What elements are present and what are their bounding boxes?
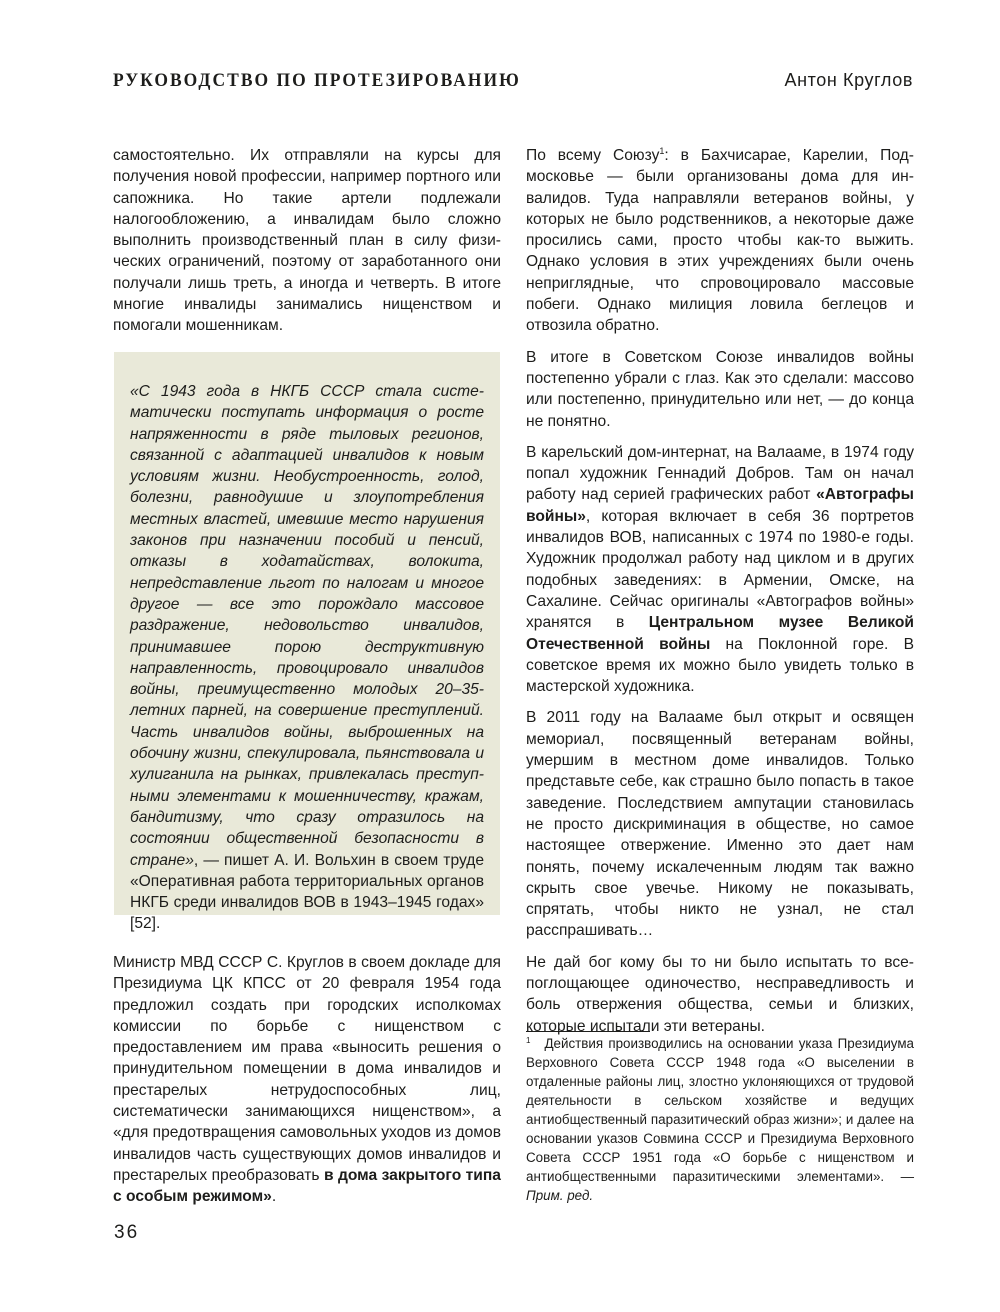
- footnote-number: 1: [526, 1035, 531, 1045]
- body-paragraph: [526, 145, 914, 337]
- right-column: [526, 145, 914, 1047]
- body-paragraph: Не дай бог кому бы то ни было испытать то всепоглощающее одиночество, несправедливость и боль отвержения общества, семьи и близких, которые испытали эти ветераны.: [526, 953, 914, 1035]
- book-title: РУКОВОДСТВО ПО ПРОТЕЗИРОВАНИЮ: [113, 70, 521, 91]
- paragraph-text: на Поклонной горе. В советское время их можно было увидеть только в мастерской художника.: [526, 635, 914, 696]
- page-number: 36: [114, 1222, 140, 1243]
- paragraph-text: Министр МВД СССР С. Круглов в своем докладе для Президиума ЦК КПСС от 20 февраля 1954 года предложил создать при городских исполкомах комиссии по борьбе с нищенством с предоставлением им права «выносить решения о принудительном помещении в дома инвалидов и престарелых нетрудоспособных лиц, систематически занимающихся нищенством», а «для предотвращения самовольных уходов из домов инвалидов часть существующих домов инвалидов и престарелых преобразовать: [113, 954, 501, 1184]
- bold-phrase: «Автографы войны»: [526, 486, 914, 525]
- paragraph-text: В карельский дом-интернат, на Валааме, в 1974 году попал художник Геннадий Добров. Там он начал работу над серией графических работ: [526, 443, 914, 504]
- running-head: [113, 68, 913, 98]
- body-paragraph: [113, 952, 501, 1208]
- footnote: [526, 1034, 914, 1205]
- footnote-reference[interactable]: 1: [659, 145, 665, 156]
- left-column: [113, 145, 501, 347]
- body-paragraph: В 2011 году на Валааме был открыт и освящен мемориал, посвященный ветеранам войны, умершим в местном доме инвалидов. Только представьте себе, как страшно было попасть в такое заведение. Последствием ампутации становилась не просто дискриминация в обществе, но самое настоящее отвержение. Именно это дает нам понять, почему искалеченным людям так важно скрыть свое увечье. Никому не показывать, спрятать, чтобы никто не узнал, не стал расспрашивать…: [526, 709, 914, 940]
- paragraph-text: : в Бахчисарае, Карелии, Подмосковье — были организованы дома для инвалидов. Туда направляли ветеранов войны, у которых не было родственников, а некоторые даже просились сами, просто чтобы как-то выжить. Однако условия в этих учреждениях были очень неприглядные, что спровоцировало массовые побеги. Однако милиция ловила беглецов и отвозила обратно.: [526, 147, 914, 335]
- author-name: Антон Круглов: [784, 70, 913, 90]
- quote-attribution: , — пишет А. И. Вольхин в своем труде «Оперативная работа территориальных органов НКГБ среди инвалидов ВОВ в 1943–1945 годах» [52].: [130, 851, 484, 933]
- left-column-bottom: [113, 952, 501, 1208]
- body-paragraph: В итоге в Советском Союзе инвалидов войны постепенно убрали с глаз. Как это сделали: массово или постепенно, принудительно или нет, — до конца не понятно.: [526, 348, 914, 430]
- bold-phrase: в дома закрытого типа с особым режимом»: [113, 1166, 501, 1206]
- footnote-divider: [526, 1031, 650, 1032]
- editor-note: Прим. ред.: [526, 1188, 594, 1203]
- body-paragraph: [526, 442, 914, 698]
- paragraph-text: , которая включает в себя 36 портретов инвалидов ВОВ, написанных с 1974 по 1980-е годы. Художник продолжал работу над циклом и в других подобных заведениях: в Армении, Омске, на Сахалине. Сейчас оригиналы «Автографов войны» хранятся в: [526, 507, 914, 632]
- quote-text: [130, 381, 484, 935]
- body-paragraph: самостоятельно. Их отправляли на курсы для получения новой профессии, например портного или сапожника. Но такие артели подлежали налогообложению, а инвалидам было сложно выполнить производственный план в силу физических ограничений, поэтому от заработанного они получали лишь треть, а иногда и четверть. В итоге многие инвалиды занимались нищенством и помогали мошенникам.: [113, 147, 501, 335]
- paragraph-end: .: [271, 1188, 277, 1206]
- footnote-text: Действия производились на основании указа Президиума Верховного Совета СССР 1948 года «О выселении в отдаленные районы лиц, злостно уклоняющихся от трудовой деятельности в сельском хозяйстве и ведущих антиобщественный паразитический образ жизни»; и далее на основании указов Совмина СССР и Президиума Верховного Совета СССР 1951 года «О борьбе с нищенством и антиобщественными паразитическими элементами». —: [526, 1036, 914, 1184]
- quote-box: [114, 352, 500, 933]
- quote-italic: «С 1943 года в НКГБ СССР стала систематически поступать информация о росте напряженности в ряде тыловых регионов, связанной с адаптацией инвалидов к новым условиям жизни. Необустроенность, голод, болезни, равнодушие и злоупотребления местных властей, имевшие место нарушения законов при назначении пособий и пенсий, отказы в ходатайствах, волокита, непредставление льгот по налогам и многое другое — все это порождало массовое раздражение, недовольство инвалидов, принимавшее порою деструктивную направленность, провоцировало инвалидов войны, преимущественно молодых 20–35-летних парней, на совершение преступлений. Часть инвалидов войны, выброшенных на обочину жизни, спекулировала, пьянствовала и хулиганила на рынках, привлекалась преступными элементами к мошенничеству, кражам, бандитизму, что сразу отразилось на состоянии общественной безопасности в стране»: [130, 383, 484, 869]
- paragraph-text: По всему Союзу: [526, 147, 660, 164]
- bold-phrase: Центральном музее Великой Отечественной войны: [526, 614, 914, 653]
